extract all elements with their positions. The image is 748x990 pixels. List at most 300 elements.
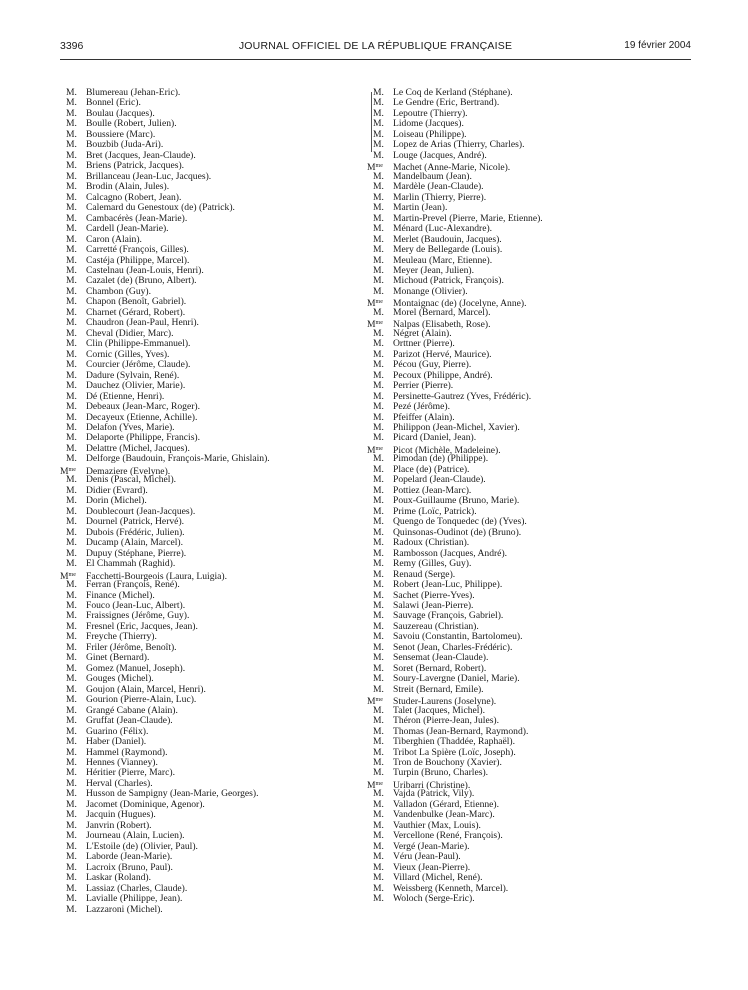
title-prefix: M. [373, 390, 384, 402]
title-prefix: M. [373, 736, 384, 748]
person-name: Studer-Laurens (Joselyne). [393, 696, 497, 708]
title-prefix: M. [66, 683, 77, 695]
person-name: Laborde (Jean-Marie). [86, 851, 173, 863]
person-name: Cornic (Gilles, Yves). [86, 348, 170, 360]
title-prefix: M. [66, 139, 77, 151]
person-name: Herval (Charles). [86, 777, 153, 789]
person-name: Véru (Jean-Paul). [393, 851, 461, 863]
title-prefix: M. [66, 558, 77, 570]
person-name: Calcagno (Robert, Jean). [86, 191, 182, 203]
title-prefix: M. [373, 599, 384, 611]
title-prefix: M. [66, 788, 77, 800]
person-name: Ginet (Bernard). [86, 652, 150, 664]
person-name: Vergé (Jean-Marie). [393, 840, 470, 852]
person-name: Martin (Jean). [393, 202, 448, 214]
title-prefix: M. [373, 830, 384, 842]
person-name: Boussiere (Marc). [86, 128, 156, 140]
person-name: Grangé Cabane (Alain). [86, 704, 178, 716]
person-name: Bonnel (Eric). [86, 97, 141, 109]
title-prefix: M. [66, 620, 77, 632]
person-name: Facchetti-Bourgeois (Laura, Luigia). [86, 570, 228, 582]
person-name: El Chammah (Raghid). [86, 558, 176, 570]
title-prefix: M. [66, 484, 77, 496]
title-prefix: M. [373, 558, 384, 570]
publication-date: 19 février 2004 [624, 40, 691, 51]
title-prefix: M. [66, 453, 77, 465]
person-name: Prime (Loïc, Patrick). [393, 505, 477, 517]
person-name: Remy (Gilles, Guy). [393, 558, 472, 570]
person-name: Tiberghien (Thaddée, Raphaël). [393, 736, 516, 748]
name-list-left-column [60, 87, 270, 915]
list-item [373, 287, 543, 297]
list-item [373, 308, 543, 318]
title-prefix: M. [66, 264, 77, 276]
title-prefix: M. [66, 599, 77, 611]
person-name: Dé (Etienne, Henri). [86, 390, 165, 402]
person-name: Lidome (Jacques). [393, 118, 464, 130]
person-name: Denis (Pascal, Michel). [86, 474, 177, 486]
person-name: Jacquin (Hugues). [86, 809, 156, 821]
title-prefix: M. [373, 411, 384, 423]
person-name: Pécou (Guy, Pierre). [393, 359, 472, 371]
title-prefix: M. [373, 223, 384, 235]
title-prefix: M. [66, 673, 77, 685]
title-prefix: M. [66, 840, 77, 852]
person-name: Martin-Prevel (Pierre, Marie, Etienne). [393, 212, 543, 224]
person-name: Fraissignes (Jérôme, Guy). [86, 610, 190, 622]
person-name: Ménard (Luc-Alexandre). [393, 223, 493, 235]
person-name: Gomez (Manuel, Joseph). [86, 662, 186, 674]
title-prefix: M. [373, 673, 384, 685]
person-name: Tron de Bouchony (Xavier). [393, 757, 502, 768]
title-prefix: M. [373, 202, 384, 214]
person-name: Cazalet (de) (Bruno, Albert). [86, 275, 197, 287]
title-prefix: M. [373, 746, 384, 758]
title-prefix: M. [373, 725, 384, 737]
title-prefix: M. [373, 641, 384, 653]
title-prefix: M. [373, 453, 384, 465]
person-name: Rambosson (Jacques, André). [393, 547, 508, 559]
person-name: Demaziere (Evelyne). [86, 465, 171, 477]
title-prefix: M. [373, 819, 384, 831]
person-name: Monange (Olivier). [393, 285, 468, 297]
person-name: Blumereau (Jehan-Eric). [86, 87, 181, 98]
title-prefix: M. [66, 191, 77, 203]
person-name: Decayeux (Etienne, Achille). [86, 411, 198, 423]
person-name: Fouco (Jean-Luc, Albert). [86, 599, 186, 611]
person-name: Lopez de Arias (Thierry, Charles). [393, 139, 525, 151]
title-prefix: $M^{me}$ [60, 570, 76, 582]
person-name: Mardèle (Jean-Claude). [393, 181, 484, 193]
title-prefix: M. [373, 244, 384, 256]
title-prefix: $M^{me}$ [367, 696, 383, 708]
list-item [66, 905, 270, 915]
title-prefix: M. [66, 223, 77, 235]
title-prefix: M. [66, 285, 77, 297]
title-prefix: M. [66, 610, 77, 622]
title-prefix: $M^{me}$ [367, 319, 383, 331]
person-name: Héritier (Pierre, Marc). [86, 767, 175, 779]
person-name: Gruffat (Jean-Claude). [86, 715, 173, 727]
person-name: Haber (Daniel). [86, 736, 147, 748]
title-prefix: M. [66, 442, 77, 454]
title-prefix: M. [66, 244, 77, 256]
title-prefix: M. [66, 547, 77, 559]
title-prefix: M. [66, 296, 77, 308]
person-name: Merlet (Baudouin, Jacques). [393, 233, 502, 245]
person-name: Parizot (Hervé, Maurice). [393, 348, 492, 360]
title-prefix: M. [66, 359, 77, 371]
person-name: Soury-Lavergne (Daniel, Marie). [393, 673, 520, 685]
title-prefix: M. [373, 767, 384, 779]
person-name: Renaud (Serge). [393, 568, 456, 580]
title-prefix: M. [66, 390, 77, 402]
title-prefix: M. [373, 380, 384, 392]
person-name: Woloch (Serge-Eric). [393, 893, 475, 905]
title-prefix: M. [66, 746, 77, 758]
person-name: Didier (Evrard). [86, 484, 148, 496]
person-name: Carretté (François, Gilles). [86, 244, 189, 256]
person-name: Poux-Guillaume (Bruno, Marie). [393, 495, 520, 507]
person-name: Perrier (Pierre). [393, 380, 454, 392]
person-name: Cheval (Didier, Marc). [86, 327, 174, 339]
title-prefix: M. [66, 526, 77, 538]
title-prefix: M. [373, 537, 384, 549]
title-prefix: M. [66, 882, 77, 894]
person-name: Loiseau (Philippe). [393, 128, 467, 140]
title-prefix: M. [66, 505, 77, 517]
person-name: Ducamp (Alain, Marcel). [86, 537, 183, 549]
list-item [373, 433, 543, 443]
person-name: Caron (Alain). [86, 233, 142, 245]
title-prefix: M. [373, 861, 384, 873]
person-name: Cardell (Jean-Marie). [86, 223, 169, 235]
person-name: Doublecourt (Jean-Jacques). [86, 505, 196, 517]
title-prefix: M. [66, 767, 77, 779]
person-name: Persinette-Gautrez (Yves, Frédéric). [393, 390, 532, 402]
person-name: Dubois (Frédéric, Julien). [86, 526, 185, 538]
title-prefix: $M^{me}$ [367, 298, 383, 310]
title-prefix: M. [66, 516, 77, 528]
person-name: Salawi (Jean-Pierre). [393, 599, 474, 611]
title-prefix: M. [373, 662, 384, 674]
person-name: Dournel (Patrick, Hervé). [86, 516, 185, 528]
list-item [373, 685, 543, 695]
title-prefix: M. [373, 107, 384, 119]
title-prefix: M. [373, 652, 384, 664]
person-name: Dupuy (Stéphane, Pierre). [86, 547, 187, 559]
person-name: Picot (Michèle, Madeleine). [393, 444, 501, 456]
person-name: Sauzereau (Christian). [393, 620, 479, 632]
title-prefix: M. [373, 275, 384, 287]
title-prefix: M. [373, 191, 384, 203]
person-name: Morel (Bernard, Marcel). [393, 306, 491, 318]
title-prefix: M. [373, 882, 384, 894]
title-prefix: M. [373, 579, 384, 591]
person-name: Laskar (Roland). [86, 872, 152, 884]
title-prefix: M. [66, 317, 77, 329]
title-prefix: M. [373, 610, 384, 622]
person-name: Montaignac (de) (Jocelyne, Anne). [393, 298, 527, 310]
person-name: Michoud (Patrick, François). [393, 275, 504, 287]
person-name: Turpin (Bruno, Charles). [393, 767, 489, 779]
person-name: Chambon (Guy). [86, 285, 152, 297]
person-name: Quengo de Tonquedec (de) (Yves). [393, 516, 527, 528]
title-prefix: M. [66, 819, 77, 831]
title-prefix: M. [66, 694, 77, 706]
person-name: Théron (Pierre-Jean, Jules). [393, 715, 500, 727]
person-name: Freyche (Thierry). [86, 631, 157, 643]
title-prefix: M. [66, 579, 77, 591]
title-prefix: M. [66, 798, 77, 810]
title-prefix: M. [66, 631, 77, 643]
person-name: Vercellone (René, François). [393, 830, 503, 842]
person-name: Delaporte (Philippe, Francis). [86, 432, 201, 444]
person-name: Lepoutre (Thierry). [393, 107, 468, 119]
title-prefix: M. [66, 128, 77, 140]
person-name: Charnet (Gérard, Robert). [86, 306, 186, 318]
person-name: Fresnel (Eric, Jacques, Jean). [86, 620, 198, 632]
person-name: Lacroix (Bruno, Paul). [86, 861, 173, 873]
title-prefix: M. [66, 903, 77, 915]
person-name: Dadure (Sylvain, René). [86, 369, 180, 381]
title-prefix: M. [66, 662, 77, 674]
person-name: Gourion (Pierre-Alain, Luc). [86, 694, 197, 706]
title-prefix: M. [373, 474, 384, 486]
title-prefix: M. [373, 432, 384, 444]
title-prefix: M. [373, 505, 384, 517]
title-prefix: M. [373, 97, 384, 109]
list-item [373, 151, 543, 161]
person-name: Goujon (Alain, Marcel, Henri). [86, 683, 206, 695]
person-name: Uribarri (Christine). [393, 779, 471, 791]
list-item [66, 454, 270, 464]
title-prefix: M. [373, 851, 384, 863]
person-name: Philippon (Jean-Michel, Xavier). [393, 422, 520, 433]
person-name: Orttner (Pierre). [393, 338, 455, 350]
title-prefix: M. [66, 202, 77, 214]
title-prefix: M. [66, 777, 77, 789]
title-prefix: M. [66, 160, 77, 172]
title-prefix: M. [373, 422, 384, 433]
person-name: Calemard du Genestoux (de) (Patrick). [86, 202, 235, 214]
title-prefix: M. [373, 589, 384, 601]
title-prefix: M. [66, 495, 77, 507]
title-prefix: M. [373, 118, 384, 130]
title-prefix: M. [66, 233, 77, 245]
title-prefix: M. [373, 495, 384, 507]
person-name: Chaudron (Jean-Paul, Henri). [86, 317, 199, 329]
person-name: Popelard (Jean-Claude). [393, 474, 486, 486]
title-prefix: M. [373, 348, 384, 360]
person-name: Machet (Anne-Marie, Nicole). [393, 162, 511, 174]
person-name: Hammel (Raymond). [86, 746, 168, 758]
name-list-right-column [367, 87, 543, 905]
person-name: Sachet (Pierre-Yves). [393, 589, 475, 601]
title-prefix: M. [373, 516, 384, 528]
person-name: Place (de) (Patrice). [393, 463, 470, 475]
title-prefix: M. [373, 369, 384, 381]
person-name: Boulau (Jacques). [86, 107, 155, 119]
person-name: Marlin (Thierry, Pierre). [393, 191, 487, 203]
person-name: Delafon (Yves, Marie). [86, 422, 175, 433]
person-name: Pimodan (de) (Philippe). [393, 453, 489, 465]
person-name: Streit (Bernard, Emile). [393, 683, 484, 695]
person-name: Dauchez (Olivier, Marie). [86, 380, 186, 392]
title-prefix: $M^{me}$ [60, 465, 76, 477]
title-prefix: M. [373, 327, 384, 339]
title-prefix: M. [66, 338, 77, 350]
person-name: Pfeiffer (Alain). [393, 411, 455, 423]
title-prefix: M. [66, 861, 77, 873]
title-prefix: M. [66, 474, 77, 486]
person-name: Briens (Patrick, Jacques). [86, 160, 185, 172]
person-name: Tribot La Spière (Loïc, Joseph). [393, 746, 516, 758]
person-name: L'Estoile (de) (Olivier, Paul). [86, 840, 198, 852]
header-rule [60, 59, 691, 60]
title-prefix: M. [373, 631, 384, 643]
title-prefix: M. [66, 432, 77, 444]
person-name: Lassiaz (Charles, Claude). [86, 882, 188, 894]
person-name: Quinsonas-Oudinot (de) (Bruno). [393, 526, 522, 538]
title-prefix: M. [373, 704, 384, 716]
title-prefix: M. [66, 830, 77, 842]
person-name: Louge (Jacques, André). [393, 149, 487, 161]
title-prefix: M. [373, 254, 384, 266]
person-name: Chapon (Benoît, Gabriel). [86, 296, 187, 308]
title-prefix: M. [66, 537, 77, 549]
person-name: Vajda (Patrick, Vily). [393, 788, 475, 800]
title-prefix: M. [373, 170, 384, 182]
title-prefix: M. [373, 620, 384, 632]
page-header [60, 40, 691, 56]
person-name: Husson de Sampigny (Jean-Marie, Georges). [86, 788, 259, 800]
title-prefix: M. [66, 380, 77, 392]
title-prefix: M. [66, 589, 77, 601]
person-name: Valladon (Gérard, Etienne). [393, 798, 500, 810]
person-name: Gouges (Michel). [86, 673, 154, 685]
person-name: Delattre (Michel, Jacques). [86, 442, 190, 454]
title-prefix: M. [373, 788, 384, 800]
person-name: Nalpas (Elisabeth, Rose). [393, 319, 491, 331]
title-prefix: M. [66, 809, 77, 821]
person-name: Bouzbib (Juda-Ari). [86, 139, 164, 151]
title-prefix: $M^{me}$ [367, 162, 383, 174]
title-prefix: M. [66, 851, 77, 863]
person-name: Villard (Michel, René). [393, 872, 483, 884]
title-prefix: M. [66, 872, 77, 884]
title-prefix: M. [66, 118, 77, 130]
title-prefix: M. [373, 233, 384, 245]
person-name: Négret (Alain). [393, 327, 452, 339]
title-prefix: M. [66, 170, 77, 182]
title-prefix: M. [66, 715, 77, 727]
title-prefix: $M^{me}$ [367, 779, 383, 791]
list-item [373, 768, 543, 778]
title-prefix: M. [373, 285, 384, 297]
title-prefix: M. [66, 641, 77, 653]
person-name: Savoiu (Constantin, Bartolomeu). [393, 631, 523, 643]
person-name: Brodin (Alain, Jules). [86, 181, 170, 193]
title-prefix: M. [373, 149, 384, 161]
title-prefix: M. [373, 181, 384, 193]
title-prefix: M. [66, 97, 77, 109]
title-prefix: M. [373, 547, 384, 559]
person-name: Journeau (Alain, Lucien). [86, 830, 185, 842]
person-name: Soret (Bernard, Robert). [393, 662, 487, 674]
list-item [66, 559, 270, 569]
title-prefix: M. [66, 107, 77, 119]
title-prefix: M. [373, 128, 384, 140]
title-prefix: M. [66, 401, 77, 413]
title-prefix: M. [66, 422, 77, 433]
person-name: Vauthier (Max, Louis). [393, 819, 481, 831]
person-name: Cambacérès (Jean-Marie). [86, 212, 188, 224]
title-prefix: M. [373, 87, 384, 98]
title-prefix: M. [66, 411, 77, 423]
journal-title: JOURNAL OFFICIEL DE LA RÉPUBLIQUE FRANÇAISE [238, 40, 513, 52]
title-prefix: M. [66, 736, 77, 748]
person-name: Pottiez (Jean-Marc). [393, 484, 472, 496]
person-name: Dorin (Michel). [86, 495, 147, 507]
title-prefix: M. [66, 149, 77, 161]
person-name: Lavialle (Philippe, Jean). [86, 893, 183, 905]
person-name: Senot (Jean, Charles-Frédéric). [393, 641, 513, 653]
title-prefix: M. [373, 306, 384, 318]
person-name: Brillanceau (Jean-Luc, Jacques). [86, 170, 212, 182]
person-name: Mery de Bellegarde (Louis). [393, 244, 503, 256]
title-prefix: M. [66, 181, 77, 193]
person-name: Pecoux (Philippe, André). [393, 369, 493, 381]
person-name: Jacomet (Dominique, Agenor). [86, 798, 205, 810]
person-name: Lazzaroni (Michel). [86, 903, 163, 915]
title-prefix: M. [66, 212, 77, 224]
person-name: Clin (Philippe-Emmanuel). [86, 338, 191, 350]
title-prefix: M. [373, 212, 384, 224]
person-name: Hennes (Vianney). [86, 757, 158, 768]
title-prefix: M. [66, 369, 77, 381]
title-prefix: M. [373, 715, 384, 727]
person-name: Picard (Daniel, Jean). [393, 432, 477, 444]
title-prefix: M. [66, 254, 77, 266]
person-name: Castéja (Philippe, Marcel). [86, 254, 190, 266]
person-name: Sauvage (François, Gabriel). [393, 610, 504, 622]
title-prefix: M. [373, 757, 384, 768]
title-prefix: M. [66, 306, 77, 318]
person-name: Guarino (Félix). [86, 725, 149, 737]
title-prefix: M. [373, 484, 384, 496]
person-name: Talet (Jacques, Michel). [393, 704, 486, 716]
title-prefix: M. [373, 798, 384, 810]
person-name: Mandelbaum (Jean). [393, 170, 472, 182]
title-prefix: M. [373, 526, 384, 538]
title-prefix: M. [373, 840, 384, 852]
person-name: Friler (Jérôme, Benoît). [86, 641, 177, 653]
person-name: Vieux (Jean-Pierre). [393, 861, 471, 873]
title-prefix: M. [373, 893, 384, 905]
person-name: Debeaux (Jean-Marc, Roger). [86, 401, 201, 413]
title-prefix: M. [66, 275, 77, 287]
person-name: Boulle (Robert, Julien). [86, 118, 177, 130]
title-prefix: M. [373, 401, 384, 413]
title-prefix: $M^{me}$ [367, 444, 383, 456]
person-name: Janvrin (Robert). [86, 819, 152, 831]
title-prefix: M. [66, 87, 77, 98]
person-name: Meyer (Jean, Julien). [393, 264, 474, 276]
page-number: 3396 [60, 40, 84, 52]
title-prefix: M. [373, 568, 384, 580]
title-prefix: M. [373, 809, 384, 821]
